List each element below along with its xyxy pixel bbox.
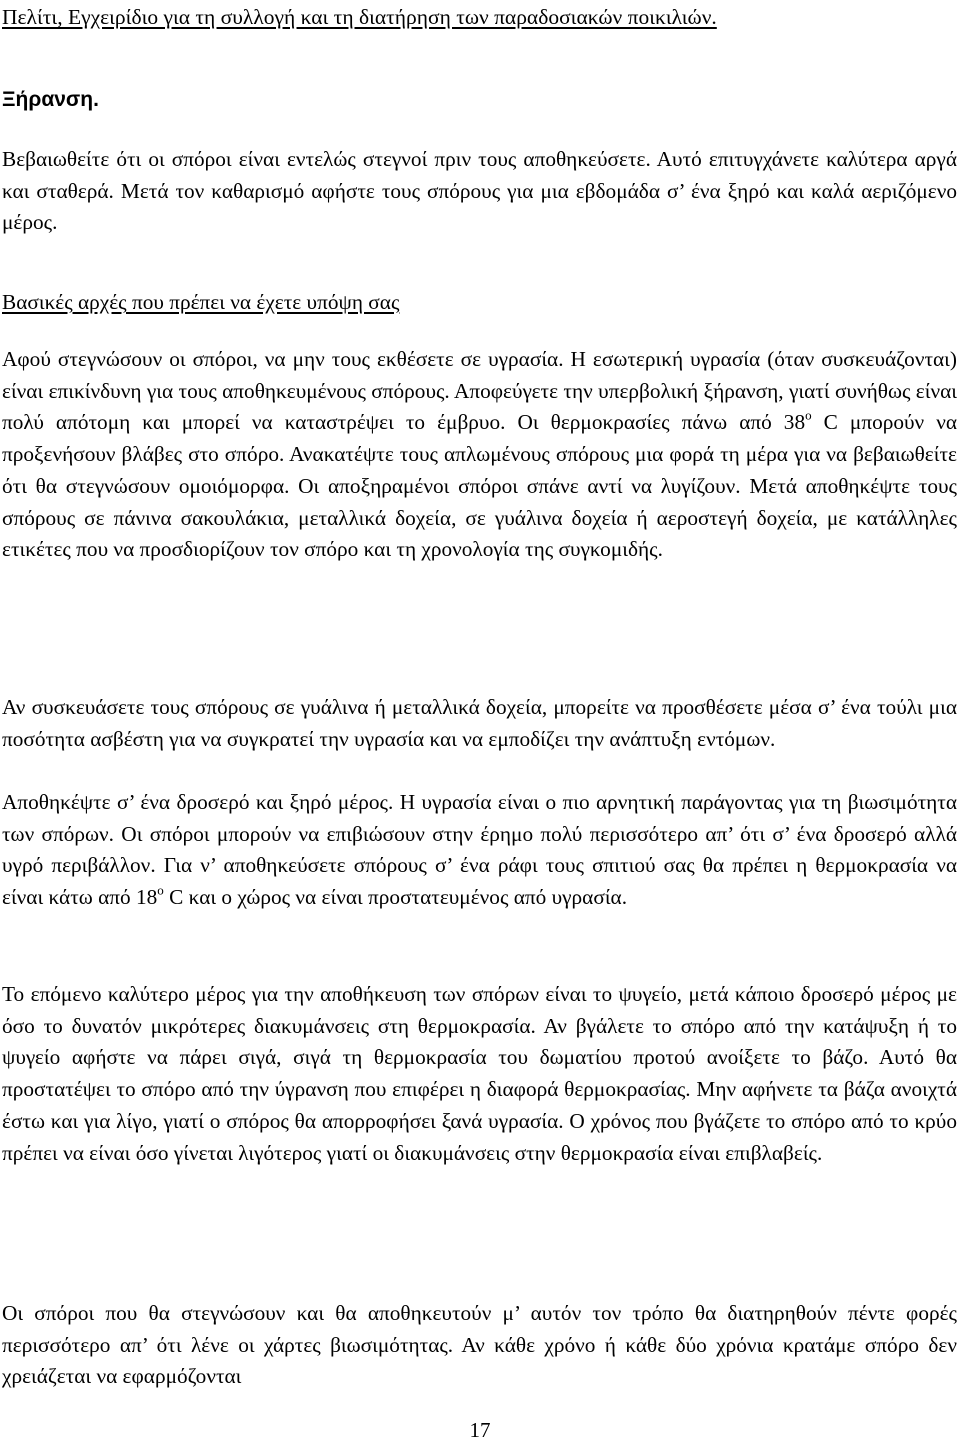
degree-sign: ο bbox=[157, 882, 164, 898]
paragraph-humidity bbox=[2, 344, 957, 566]
paragraph-humidity-text-1: Αφού στεγνώσουν οι σπόροι, να μην τους εκθέσετε σε υγρασία. Η εσωτερική υγρασία (όταν συσκευάζονται) είναι επικίνδυνη για τους αποθηκευμένους σπόρους. Αποφεύγετε την υπερβολική ξήρανση, γιατί συνήθως είναι πολύ απότομη και μπορεί να καταστρέψει το έμβρυο. Οι θερμοκρασίες πάνω από 38 bbox=[2, 347, 957, 435]
paragraph-cool-dry-text-2: C και ο χώρος να είναι προστατευμένος από υγρασία. bbox=[163, 885, 628, 910]
section-title: Ξήρανση. bbox=[2, 88, 99, 111]
paragraph-refrigerator: Το επόμενο καλύτερο μέρος για την αποθήκευση των σπόρων είναι το ψυγείο, μετά κάποιο δροσερό μέρος με όσο το δυνατόν μικρότερες διακυμάνσεις στη θερμοκρασία. Αν βγάλετε το σπόρο από την κατάψυξη ή το ψυγείο αφήστε να πάρει σιγά, σιγά τη θερμοκρασία του δωματίου προτού ανοίξετε το βάζο. Αυτό θα προστατέψει το σπόρο από την ύγρανση που επιφέρει η διαφορά θερμοκρασίας. Μην αφήνετε τα βάζα ανοιχτά έστω και για λίγο, γιατί ο σπόρος θα απορροφήσει ξανά υγρασία. Ο χρόνος που βγάζετε το σπόρο από το κρύο πρέπει να είναι όσο γίνεται λιγότερος γιατί οι διακυμάνσεις στην θερμοκρασία είναι επιβλαβείς. bbox=[2, 982, 957, 1165]
degree-sign: ο bbox=[805, 407, 812, 423]
paragraph-humidity-text-2: C μπορούν να προξενήσουν βλάβες στο σπόρο. Ανακατέψτε τους απλωμένους σπόρους μια φορά τη μέρα για να βεβαιωθείτε ότι θα στεγνώσουν ομοιόμορφα. Οι αποξηραμένοι σπόροι σπάνε αντί να λυγίζουν. Μετά αποθηκέψτε τους σπόρους σε πάνινα σακουλάκια, μεταλλικά δοχεία, σε γυάλινα δοχεία ή αεροστεγή δοχεία, με κατάλληλες ετικέτες που να προσδιορίζουν τον σπόρο και τη χρονολογία της συγκομιδής. bbox=[2, 410, 957, 562]
running-header: Πελίτι, Εγχειρίδιο για τη συλλογή και τη διατήρηση των παραδοσιακών ποικιλιών. bbox=[2, 5, 717, 29]
page-number: 17 bbox=[469, 1418, 491, 1442]
paragraph-cool-dry-text-1: Αποθηκέψτε σ’ ένα δροσερό και ξηρό μέρος. Η υγρασία είναι ο πιο αρνητική παράγοντας για τη βιωσιμότητα των σπόρων. Οι σπόροι μπορούν να επιβιώσουν στην έρημο πολύ περισσότερο απ’ ότι σ’ ένα δροσερό αλλά υγρό περιβάλλον. Για ν’ αποθηκεύσετε σπόρους σ’ ένα ράφι τους σπιτιού σας θα πρέπει η θερμοκρασία να είναι κάτω από 18 bbox=[2, 790, 957, 910]
paragraph-cool-dry-place bbox=[2, 787, 957, 914]
paragraph-viability: Οι σπόροι που θα στεγνώσουν και θα αποθηκευτούν μ’ αυτόν τον τρόπο θα διατηρηθούν πέντε φορές περισσότερο απ’ ότι λένε οι χάρτες βιωσιμότητας. Αν κάθε χρόνο ή κάθε δύο χρόνια κρατάμε σπόρο δεν χρειάζεται να εφαρμόζονται bbox=[2, 1301, 957, 1389]
subheading-basic-principles: Βασικές αρχές που πρέπει να έχετε υπόψη σας bbox=[2, 290, 400, 314]
paragraph-lime-storage: Αν συσκευάσετε τους σπόρους σε γυάλινα ή μεταλλικά δοχεία, μπορείτε να προσθέσετε μέσα σ’ ένα τούλι μια ποσότητα ασβέστη για να συγκρατεί την υγρασία και να εμποδίζει την ανάπτυξη εντόμων. bbox=[2, 695, 957, 751]
paragraph-drying-intro: Βεβαιωθείτε ότι οι σπόροι είναι εντελώς στεγνοί πριν τους αποθηκεύσετε. Αυτό επιτυγχάνετε καλύτερα αργά και σταθερά. Μετά τον καθαρισμό αφήστε τους σπόρους για μια εβδομάδα σ’ ένα ξηρό και καλά αεριζόμενο μέρος. bbox=[2, 147, 957, 235]
